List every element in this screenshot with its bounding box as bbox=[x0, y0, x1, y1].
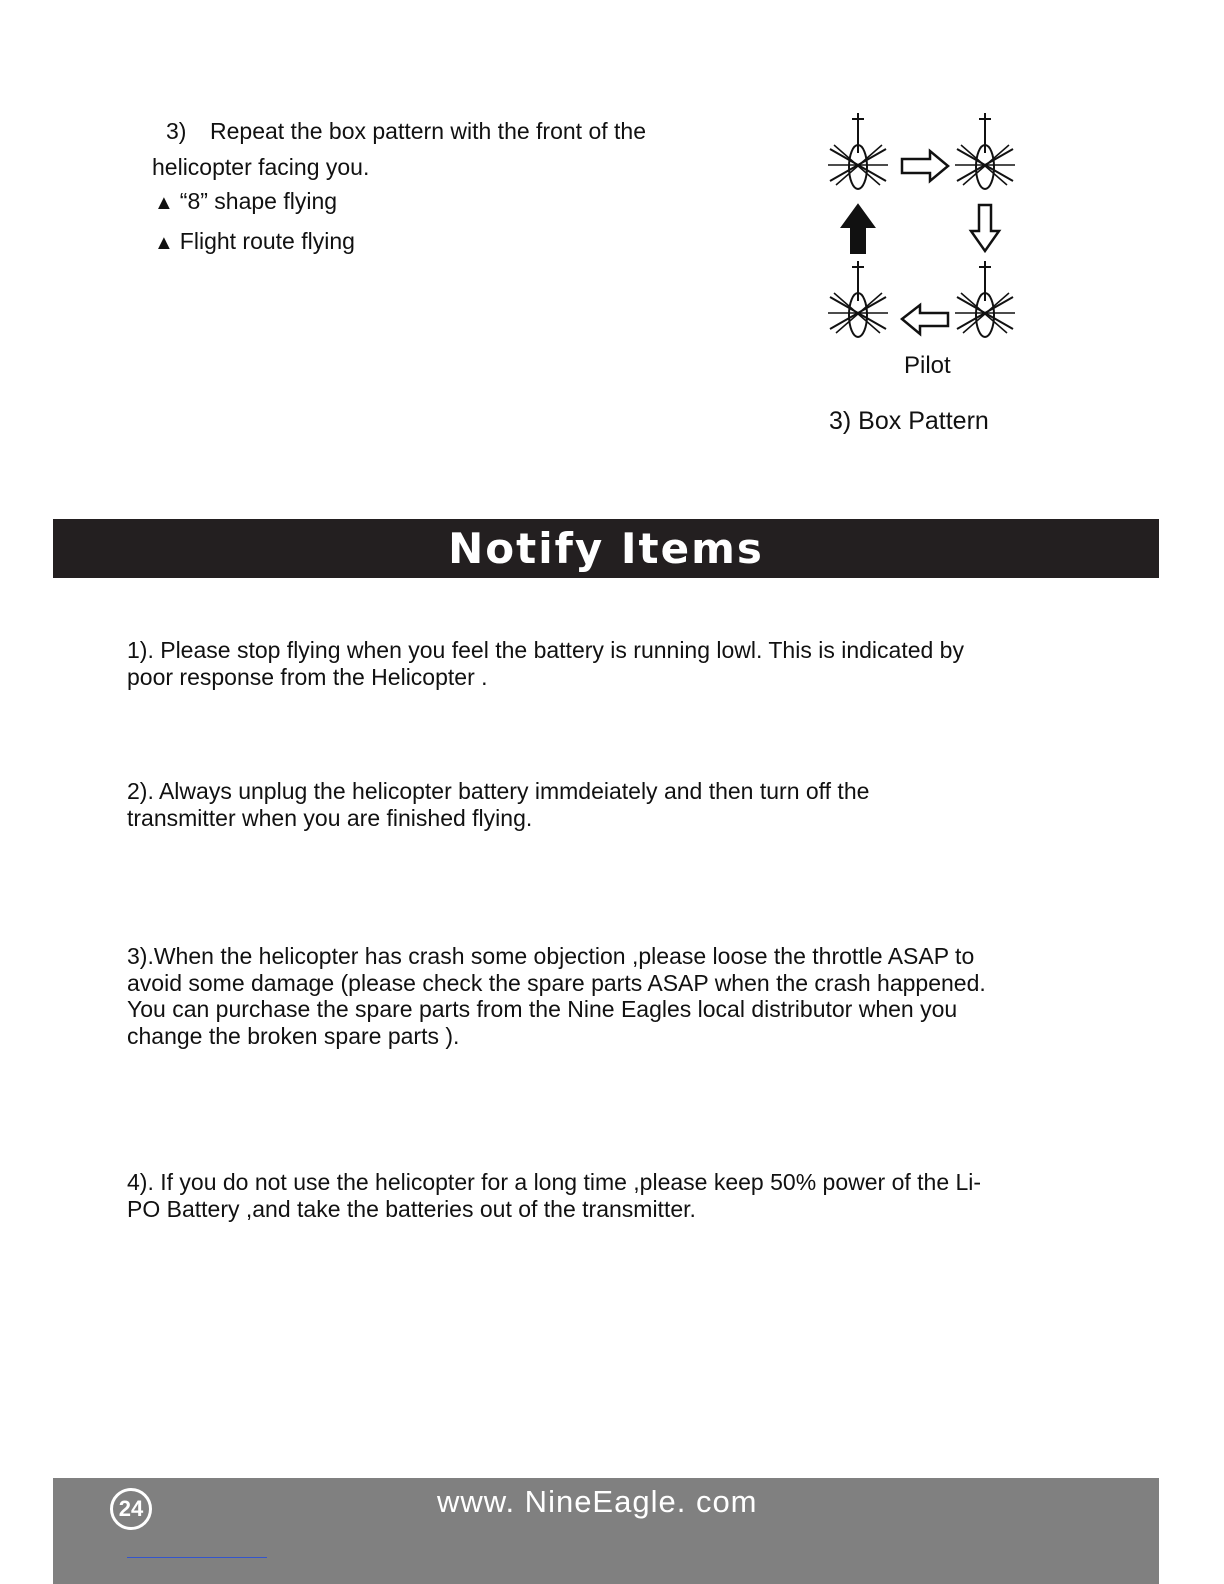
section-title: Notify Items bbox=[448, 524, 764, 573]
intro-step-text: Repeat the box pattern with the front of the bbox=[210, 118, 647, 144]
bullet-text: “8” shape flying bbox=[179, 188, 338, 214]
note-line: PO Battery ,and take the batteries out of the transmitter. bbox=[127, 1195, 696, 1222]
helicopter-icon bbox=[828, 113, 888, 189]
note-line: 3).When the helicopter has crash some objection ,please loose the throttle ASAP to bbox=[127, 943, 975, 969]
note-line: 1). Please stop flying when you feel the battery is running lowl. This is indicated by bbox=[127, 637, 964, 663]
note-line: 4). If you do not use the helicopter for a long time ,please keep 50% power of the Li- bbox=[127, 1169, 982, 1195]
note-line: change the broken spare parts ). bbox=[127, 1022, 460, 1049]
note-item bbox=[127, 1169, 1097, 1222]
note-item bbox=[127, 943, 1097, 1049]
helicopter-icon bbox=[828, 261, 888, 337]
bullet-flight-route bbox=[154, 228, 355, 255]
section-banner bbox=[53, 519, 1159, 578]
intro-step-line1 bbox=[152, 113, 772, 149]
arrow-left-icon bbox=[902, 305, 948, 334]
note-line: You can purchase the spare parts from the Nine Eagles local distributor when you bbox=[127, 996, 958, 1022]
note-line: avoid some damage (please check the spare parts ASAP when the crash happened. bbox=[127, 969, 986, 996]
note-line: 2). Always unplug the helicopter battery immdeiately and then turn off the bbox=[127, 778, 870, 804]
footer-url: www. NineEagle. com bbox=[437, 1484, 758, 1519]
bullet-text: Flight route flying bbox=[179, 228, 355, 254]
arrow-up-icon bbox=[842, 205, 874, 253]
diagram-caption: 3) Box Pattern bbox=[829, 407, 989, 435]
intro-step bbox=[152, 113, 772, 185]
intro-step-number: 3) bbox=[166, 118, 187, 144]
arrow-down-icon bbox=[971, 205, 999, 251]
helicopter-icon bbox=[955, 113, 1015, 189]
note-item bbox=[127, 778, 1097, 831]
arrow-right-icon bbox=[902, 151, 948, 181]
page-footer bbox=[53, 1478, 1159, 1584]
note-line: transmitter when you are finished flying. bbox=[127, 804, 533, 831]
triangle-bullet-icon: ▲ bbox=[154, 192, 174, 214]
helicopter-icon bbox=[955, 261, 1015, 337]
intro-step-line2: helicopter facing you. bbox=[152, 154, 370, 180]
bullet-8-shape bbox=[154, 188, 337, 215]
note-line: poor response from the Helicopter . bbox=[127, 663, 488, 690]
note-item bbox=[127, 637, 1097, 690]
pilot-label: Pilot bbox=[904, 352, 951, 379]
link-underline bbox=[127, 1557, 267, 1558]
triangle-bullet-icon: ▲ bbox=[154, 232, 174, 254]
box-pattern-diagram bbox=[818, 105, 1038, 355]
page-number-badge: 24 bbox=[110, 1488, 152, 1530]
